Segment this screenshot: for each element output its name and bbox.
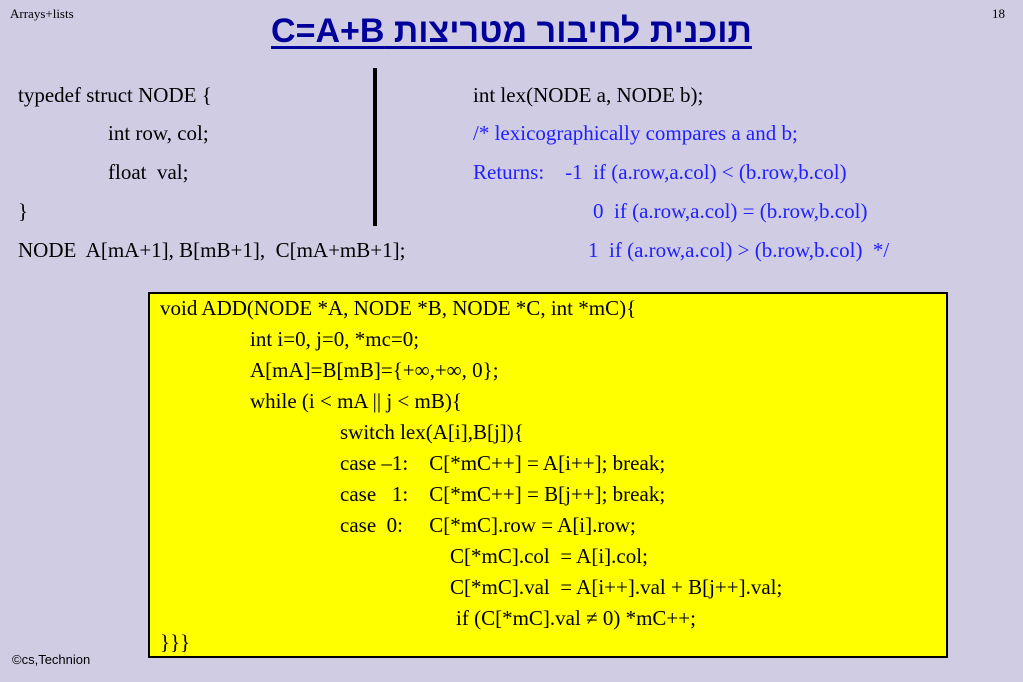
code-line: case 0: C[*mC].row = A[i].row; (340, 513, 636, 537)
lex-comment-line-1: /* lexicographically compares a and b; (473, 121, 798, 145)
code-line: int i=0, j=0, *mc=0; (250, 327, 420, 351)
code-line: case 1: C[*mC++] = B[j++]; break; (340, 482, 666, 506)
code-line: A[mA]=B[mB]={+∞,+∞, 0}; (250, 358, 499, 382)
code-line: switch lex(A[i],B[j]){ (340, 420, 524, 444)
lex-comment-line-2: Returns: -1 if (a.row,a.col) < (b.row,b.col) (473, 160, 847, 184)
code-line: C[*mC].val = A[i++].val + B[j++].val; (450, 575, 783, 599)
slide-title: תוכנית לחיבור מטריצות C=A+B (271, 12, 752, 50)
lex-comment-line-4: 1 if (a.row,a.col) > (b.row,b.col) */ (588, 238, 890, 262)
column-divider (373, 68, 377, 226)
copyright-footer: ©cs,Technion (12, 652, 91, 667)
code-line: C[*mC].col = A[i].col; (450, 544, 648, 568)
code-line: if (C[*mC].val ≠ 0) *mC++; (456, 606, 696, 630)
code-line: }}} (160, 630, 191, 654)
code-line: void ADD(NODE *A, NODE *B, NODE *C, int *mC){ (160, 296, 637, 320)
add-function-box (148, 292, 948, 658)
field-val: float val; (108, 160, 189, 184)
array-declarations: NODE A[mA+1], B[mB+1], C[mA+mB+1]; (18, 238, 406, 262)
code-line: while (i < mA || j < mB){ (250, 389, 462, 413)
section-label: Arrays+lists (10, 6, 74, 21)
field-row-col: int row, col; (108, 121, 209, 145)
struct-close: } (18, 199, 29, 223)
code-line: case –1: C[*mC++] = A[i++]; break; (340, 451, 666, 475)
typedef-line: typedef struct NODE { (18, 83, 212, 107)
lex-comment-line-3: 0 if (a.row,a.col) = (b.row,b.col) (593, 199, 868, 223)
page-number: 18 (992, 6, 1005, 21)
lex-signature: int lex(NODE a, NODE b); (473, 83, 704, 107)
